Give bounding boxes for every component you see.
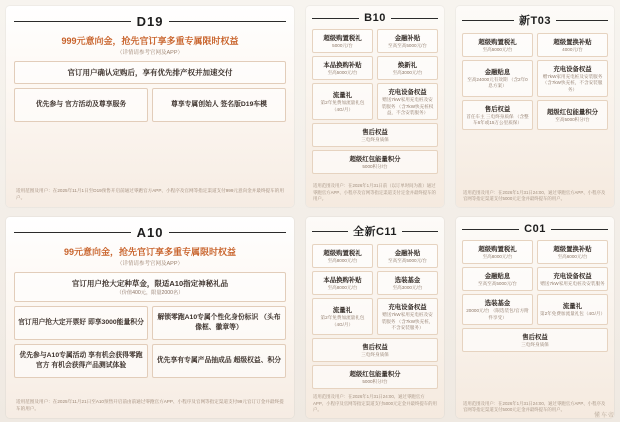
benefit-tile-value: 第2年免费加流量礼包 （4G/月） bbox=[320, 100, 365, 112]
benefit-tile bbox=[537, 267, 608, 291]
divider-left bbox=[462, 229, 519, 230]
benefit-tile-name: 本品换购补贴 bbox=[323, 62, 362, 70]
divider-right bbox=[169, 21, 286, 22]
benefit-tile bbox=[312, 123, 438, 147]
benefit-tile-value: 三电终身质保 bbox=[361, 351, 389, 357]
benefit-tile-name: 售后权益 bbox=[362, 128, 388, 136]
benefit-tile-value: 至高8000元/台 bbox=[327, 285, 358, 291]
benefit-tile bbox=[312, 29, 373, 53]
panel-d19-headline: 999元意向金，抢先官订享多重专属限时权益 bbox=[61, 36, 239, 46]
benefit-tile-name: 选装基金 bbox=[394, 277, 421, 285]
benefit-tile-name: 超级红包能量积分 bbox=[349, 156, 401, 164]
divider-right bbox=[551, 229, 608, 230]
panel-b10-cell bbox=[300, 0, 450, 211]
benefit-tile bbox=[537, 100, 608, 130]
panel-c01-tiles bbox=[462, 240, 608, 352]
panel-d19-title: D19 bbox=[136, 14, 164, 29]
benefit-tile-name: 超级购置税礼 bbox=[323, 35, 362, 42]
panel-a10-benefit-row-main: 官订用户抢大定种草金，限适A10指定神秘礼品 bbox=[71, 279, 229, 288]
benefit-tile bbox=[537, 33, 608, 57]
benefit-tile bbox=[462, 328, 608, 352]
benefit-tile-value: 三电终身质保 bbox=[361, 136, 389, 142]
panel-c01-cell bbox=[450, 211, 620, 422]
panel-d19-header bbox=[14, 14, 286, 29]
benefit-tile-value: 至高至高5000元/台 bbox=[387, 258, 428, 263]
divider-right bbox=[402, 231, 438, 232]
divider-left bbox=[312, 231, 348, 232]
panel-c01-header bbox=[462, 223, 608, 235]
panel-b10-header bbox=[312, 12, 438, 24]
panel-c11 bbox=[306, 217, 444, 418]
benefit-tile-value: 至高5000元/台 bbox=[327, 70, 358, 76]
panel-c11-header bbox=[312, 223, 438, 239]
panel-d19 bbox=[6, 6, 294, 207]
panel-a10-benefit-grid bbox=[14, 306, 286, 378]
benefit-tile-value: 赠送7kW家用充电桩及安装服务 （含7kW快充桩权益，不含安装服务） bbox=[381, 97, 434, 115]
benefit-tile-value: 赠送7kW家用充电桩及安装服务 （含7kW快充桩，不含安装服务） bbox=[381, 312, 434, 330]
benefit-tile bbox=[312, 271, 373, 295]
panel-c11-note: 适用范围及用户：在2026年1月31日24:00、通过零跑官方APP、小程序及官网等指定渠道支付5000元定金并最终提车的用户。 bbox=[313, 394, 437, 413]
benefit-tile-name: 售后权益 bbox=[522, 333, 548, 341]
benefit-tile-value: 三电终身质保 bbox=[521, 341, 549, 347]
benefit-tile bbox=[377, 244, 438, 268]
benefit-tile-value: 5000积分/台 bbox=[362, 164, 388, 170]
panel-t03-cell bbox=[450, 0, 620, 211]
divider-left bbox=[462, 20, 514, 21]
benefit-tile-name: 售后权益 bbox=[484, 105, 511, 113]
panel-d19-note: 适用范围及用户：在2025年11月1日至D19预售开启前通过零跑官方APP、小程序及官网等指定渠道支付999元意向金并最终提车的用户。 bbox=[16, 187, 284, 200]
divider-left bbox=[312, 18, 359, 19]
benefit-tile-value: 5000元/台 bbox=[332, 43, 353, 48]
panel-a10-benefit-1: 官订用户抢大定开票好 即享3000能量积分 bbox=[14, 306, 148, 340]
panel-c11-title: 全新C11 bbox=[352, 226, 398, 238]
benefit-tile-value: 至高3000元/台 bbox=[392, 70, 423, 76]
divider-right bbox=[556, 20, 608, 21]
panel-b10-title: B10 bbox=[364, 12, 386, 24]
panel-d19-benefit-grid bbox=[14, 88, 286, 122]
benefit-tile bbox=[312, 150, 438, 174]
benefit-tile bbox=[537, 294, 608, 324]
benefit-tile bbox=[462, 294, 533, 324]
panel-a10-benefit-2: 解锁零跑A10专属个性化身份标识 （头布像框、徽章等） bbox=[152, 306, 286, 340]
benefit-tile-value: 首任车主 三电终身质保 （含整车6年或15万公里质保） bbox=[466, 113, 529, 125]
panel-t03-note: 适用范围及用户：在2026年1月31日24:00、通过零跑官方APP、小程序及官网等指定渠道支付5000元定金并最终提车的用户。 bbox=[463, 189, 606, 202]
benefit-tile-value: 至高3000元/台 bbox=[392, 285, 423, 291]
panel-c01-note: 适用范围及用户：在2026年1月31日24:00、通过零跑官方APP、小程序及官网等指定渠道支付5000元定金并最终提车的用户。 bbox=[463, 400, 606, 413]
benefit-tile-name: 本品换购补贴 bbox=[323, 277, 362, 285]
panel-a10 bbox=[6, 217, 294, 418]
divider-right bbox=[169, 232, 286, 233]
benefit-tile-value: 至高6000元/台 bbox=[557, 254, 588, 259]
panel-d19-benefit-2: 尊享专属创始人 签名版D19车模 bbox=[152, 88, 286, 122]
panel-a10-note: 适用范围及用户：在2025年11月21日至A10预售开启前由前通过零跑官方APP、小程序及官网等指定渠道支付99元官订订金并最终提车的用户。 bbox=[16, 398, 284, 411]
benefit-tile-value: 至高8000元/台 bbox=[327, 258, 358, 263]
benefit-tile-value: 5000积分/台 bbox=[362, 379, 388, 385]
panel-c11-cell bbox=[300, 211, 450, 422]
benefit-tile-name: 超级置换补贴 bbox=[553, 39, 592, 46]
panel-t03-title: 新T03 bbox=[519, 15, 551, 27]
benefit-tile-name: 流量礼 bbox=[332, 307, 353, 315]
benefit-tile-value: 第2年免费加流量礼包（4G/月） bbox=[320, 315, 365, 327]
benefit-tile-name: 金融贴息 bbox=[484, 69, 511, 77]
benefit-tile-value: 至高8000元/台 bbox=[482, 254, 513, 259]
benefit-tile-name: 焕新礼 bbox=[397, 62, 418, 70]
panel-a10-headline: 99元意向金，抢先官订享多重专属限时权益 bbox=[63, 247, 236, 257]
benefit-tile-value: 至高5000积分/台 bbox=[555, 116, 590, 122]
benefit-tile bbox=[462, 267, 533, 291]
benefit-tile bbox=[377, 29, 438, 53]
panel-d19-cell bbox=[0, 0, 300, 211]
panel-t03-header bbox=[462, 12, 608, 28]
benefit-tile bbox=[312, 365, 438, 389]
benefit-tile-name: 超级购置税礼 bbox=[478, 39, 517, 46]
panel-a10-benefit-3: 优先参与A10专属活动 享有机会获得零跑官方 有机会获得产品测试体验 bbox=[14, 344, 148, 378]
benefit-tile-value: 至高24000元有效期 （含2年0息方案） bbox=[467, 77, 528, 89]
benefit-tile-value: 赠送7kW家用充电桩及安装服务 bbox=[540, 281, 605, 287]
panel-d19-benefit-1: 优先参与 官方活动及尊享服务 bbox=[14, 88, 148, 122]
benefit-tile-name: 充电设备权益 bbox=[388, 89, 427, 97]
benefit-tile-name: 金融补贴 bbox=[394, 35, 421, 42]
benefit-tile-value: 至高至高5000元/台 bbox=[387, 43, 428, 48]
panel-b10-tiles bbox=[312, 29, 438, 174]
panel-b10 bbox=[306, 6, 444, 207]
benefit-tile bbox=[462, 60, 533, 97]
panel-a10-header bbox=[14, 225, 286, 240]
panel-c01 bbox=[456, 217, 614, 418]
benefit-tile-name: 超级购置税礼 bbox=[323, 250, 362, 257]
panel-c11-tiles bbox=[312, 244, 438, 389]
benefit-tile-name: 超级置换补贴 bbox=[553, 246, 592, 253]
benefit-tile-name: 充电设备权益 bbox=[553, 66, 592, 74]
panel-d19-subnote: （详情请参考官网及APP） bbox=[116, 50, 183, 56]
panel-t03-tiles bbox=[462, 33, 608, 130]
panel-c01-title: C01 bbox=[524, 223, 546, 235]
benefit-tile-name: 充电设备权益 bbox=[553, 273, 592, 281]
panel-d19-benefit-row: 官订用户确认定购后，享有优先排产权并加速交付 bbox=[14, 61, 286, 84]
benefit-tile bbox=[377, 271, 438, 295]
panel-a10-benefit-4: 优先享有专属产品抽成品 超级权益、积分 bbox=[152, 344, 286, 378]
panel-a10-benefit-row-sub: （价值400元，限量2000名） bbox=[116, 290, 184, 296]
panel-t03 bbox=[456, 6, 614, 207]
divider-right bbox=[391, 18, 438, 19]
benefit-tile-name: 选装基金 bbox=[484, 300, 511, 308]
benefit-tile-value: 赠7kW家用充电桩及安装服务 （含7kW快充桩，不含安装服务） bbox=[542, 74, 603, 92]
benefit-tile bbox=[462, 240, 533, 264]
benefit-tile-name: 流量礼 bbox=[562, 303, 583, 311]
benefit-tile-name: 超级红包能量积分 bbox=[546, 108, 599, 116]
benefit-tile bbox=[312, 298, 373, 335]
divider-left bbox=[14, 232, 131, 233]
benefit-tile bbox=[537, 60, 608, 97]
benefit-tile bbox=[312, 56, 373, 80]
benefit-tile bbox=[312, 338, 438, 362]
benefit-tile-name: 超级红包能量积分 bbox=[349, 371, 401, 379]
divider-left bbox=[14, 21, 131, 22]
benefit-tile bbox=[462, 33, 533, 57]
watermark: 懂车帝 bbox=[593, 413, 615, 419]
benefit-tile bbox=[462, 100, 533, 130]
benefit-tile-value: 20000元/台 （限选装包/官方附件享受） bbox=[466, 308, 529, 320]
benefit-tile bbox=[312, 83, 373, 120]
panel-a10-title: A10 bbox=[136, 225, 164, 240]
benefit-tile-value: 4000元/台 bbox=[562, 47, 583, 52]
panel-a10-benefit-row bbox=[14, 272, 286, 302]
benefit-tile-value: 第2年免费加流量礼包（4G/月） bbox=[540, 311, 606, 317]
benefit-tile-name: 售后权益 bbox=[362, 343, 388, 351]
benefit-tile-name: 流量礼 bbox=[332, 92, 353, 100]
benefit-tile-name: 金融贴息 bbox=[484, 273, 511, 281]
benefit-tile bbox=[377, 83, 438, 120]
panel-a10-subnote: （详情请参考官网及APP） bbox=[116, 261, 183, 267]
benefit-tile bbox=[312, 244, 373, 268]
benefit-tile bbox=[377, 298, 438, 335]
panel-b10-note: 适用范围及用户：在2026年1月31日前（以订单时间为准）通过零跑官方APP、小程序及官网等指定渠道支付定金并最终提车的用户。 bbox=[313, 183, 436, 202]
benefit-tile-value: 至高至高5000元/台 bbox=[477, 281, 518, 287]
benefit-tile-name: 金融补贴 bbox=[394, 250, 421, 257]
benefit-tile-value: 至高5000元/台 bbox=[482, 47, 513, 52]
benefit-tile bbox=[537, 240, 608, 264]
benefit-tile bbox=[377, 56, 438, 80]
benefit-tile-name: 充电设备权益 bbox=[388, 304, 427, 312]
panel-a10-cell bbox=[0, 211, 300, 422]
benefit-tile-name: 超级购置税礼 bbox=[478, 246, 517, 253]
